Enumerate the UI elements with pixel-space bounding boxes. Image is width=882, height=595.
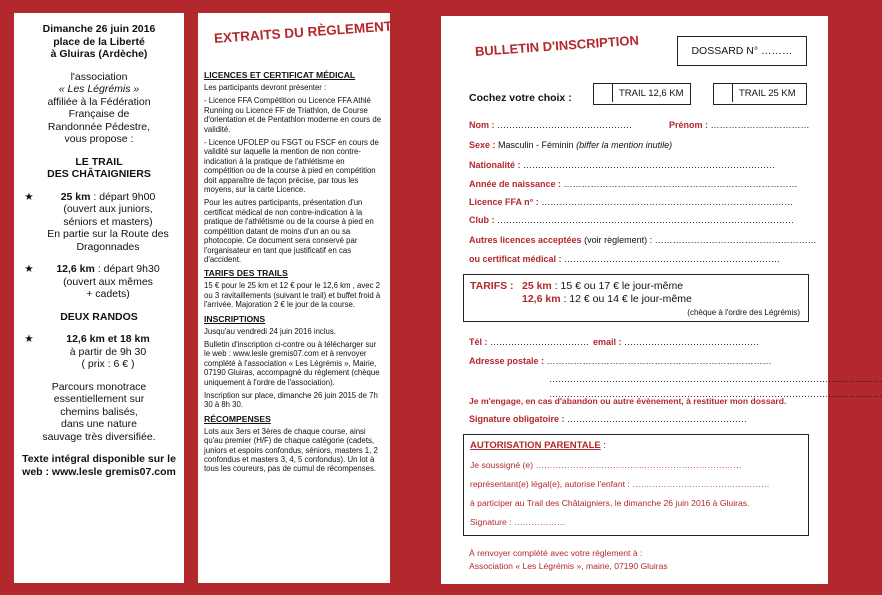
engagement-text: Je m'engage, en cas d'abandon ou autre évènement, à restituer mon dossard. [469,396,787,406]
parcours-line: chemins balisés, [60,405,138,418]
rando-line: à partir de 9h 30 [69,345,147,358]
trail-25-block [20,191,178,254]
section-para: 15 € pour le 25 km et 12 € pour le 12,6 km , avec 2 ou 3 ravitaillements (suivant le trail) et buffet froid à l'arrivée. Majoration 2 € le jour de la course. [204,281,381,310]
parcours-line: Parcours monotrace [51,380,147,393]
trail-12-line: + cadets) [86,288,130,300]
section-licences [204,70,384,264]
rando-line: ( prix : 6 € ) [81,358,135,370]
footer-renvoi: À renvoyer complété avec votre règlement à : [469,548,643,558]
autres-licences-field[interactable]: Autres licences acceptées (voir règlement) : ……………………………………………… [469,235,817,245]
trail-25-line: séniors et masters) [63,215,153,228]
sexe-field[interactable]: Sexe : Masculin - Féminin (biffer la mention inutile) [469,140,673,150]
section-heading: LICENCES ET CERTIFICAT MÉDICAL [204,70,356,80]
trail-title: LE TRAIL [75,155,123,168]
autorisation-box [463,434,809,536]
autorisation-line[interactable]: Je soussigné (e) ……………………………………………………………… [470,460,742,470]
middle-panel [198,13,393,583]
tarifs-label: TARIFS : [470,280,514,292]
adresse-line[interactable]: ………………………………………………………………………………………………… [549,374,882,384]
autorisation-title: AUTORISATION PARENTALE : [470,440,606,451]
event-place: place de la Liberté [53,35,145,48]
intro-line: Française de [68,108,130,120]
option-25-checkbox[interactable] [714,84,733,102]
trail-25-line: Dragonnades [76,240,140,253]
right-panel [441,16,882,584]
option-25-label: TRAIL 25 KM [739,88,796,99]
parcours-line: sauvage très diversifiée. [42,430,156,443]
tel-field[interactable]: Tél : …………………………… [469,337,590,347]
parcours-line: dans une nature [61,418,137,430]
section-para: Jusqu'au vendredi 24 juin 2016 inclus. [204,326,336,336]
trail-25-line: (ouvert aux juniors, [63,203,153,215]
section-para: Lots aux 3ers et 3ères de chaque course, ainsi qu'au premier (H/F) de chaque catégorie (cadets, juniors et espoirs confondus, séniors, masters 1, 2 confondus et masters 3, 4, 5 confondus). Un lot à tous les coureurs, pas de cumul de récompenses. [204,426,378,474]
certificat-field[interactable]: ou certificat médical : ……………………………………………………………… [469,254,781,264]
email-field[interactable]: email : ……………………………………… [593,337,760,347]
adresse-line[interactable]: ………………………………………………………………………………………………… [549,389,882,399]
section-para: - Licence FFA Compétition ou Licence FFA Athlé Running ou Licence FF de Triathlon, de Course d'orientation et de Pentathlon moderne en cours de validité. [204,96,382,134]
naissance-field[interactable]: Année de naissance : …………………………………………………………………… [469,179,798,189]
intro-line: vous propose : [64,133,134,145]
intro-line: « Les Légrémis » [58,83,140,95]
star-icon: ★ [24,263,34,275]
section-recompenses [204,414,384,474]
option-12-box[interactable] [593,83,691,105]
dossard-box: DOSSARD N° ……… [677,36,807,66]
prenom-field[interactable]: Prénom : …………………………… [669,120,810,130]
reglement-sections [204,70,384,474]
adresse-field[interactable]: Adresse postale : ………………………………………………………………… [469,356,772,366]
trail-25-distance: 25 km [60,190,91,203]
autorisation-line: à participer au Trail des Châtaigniers, le dimanche 26 juin 2016 à Gluiras. [470,498,750,508]
trail-12-line: (ouvert aux mêmes [63,275,153,288]
trail-25-start: : départ 9h00 [90,190,156,203]
intro-line: l'association [70,70,128,83]
trail-12-start: : départ 9h30 [94,263,160,275]
section-tarifs [204,268,384,309]
footer-adresse: Association « Les Légrémis », mairie, 07190 Gluiras [469,561,668,571]
section-para: Pour les autres participants, présentation d'un certificat médical de non contre-indication à la pratique de l'athlétisme ou de la course à pied en compétition datant de moins d'un an ou sa photocopie. Ce document sera conservé par l'organisateur en tant que justificatif en cas d'accident. [204,198,374,264]
star-icon: ★ [24,333,34,345]
bulletin-title: BULLETIN D'INSCRIPTION [474,32,640,59]
section-inscriptions [204,314,384,410]
section-heading: TARIFS DES TRAILS [204,268,288,279]
section-heading: INSCRIPTIONS [204,313,266,324]
rando-block [20,333,178,371]
section-heading: RÉCOMPENSES [204,413,271,424]
reglement-title: EXTRAITS DU RÈGLEMENT [213,18,393,46]
choice-label: Cochez votre choix : [469,92,572,104]
trail-12-block [20,263,178,301]
intro-line: Randonnée Pédestre, [47,120,151,133]
tarifs-note: (chèque à l'ordre des Légrémis) [687,308,800,317]
tarif-25: 25 km : 15 € ou 17 € le jour-même [522,280,684,292]
footer-web: Texte intégral disponible sur le [22,453,176,465]
tarif-12: 12,6 km : 12 € ou 14 € le jour-même [522,293,692,305]
parcours-line: essentiellement sur [53,393,145,405]
trail-12-distance: 12,6 km [56,263,95,275]
signature-field[interactable]: Signature obligatoire : …………………………………………………… [469,414,748,424]
section-para: Les participants devront présenter : [204,83,327,92]
trail-title: DES CHÂTAIGNIERS [47,168,151,180]
autorisation-signature[interactable]: Signature : ……………… [470,517,566,527]
intro-line: affiliée à la Fédération [47,95,151,108]
option-12-label: TRAIL 12,6 KM [619,88,684,99]
section-para: Bulletin d'inscription ci-contre ou à télécharger sur le web : www.lesle gremis07.com et à renvoyer complété à l'association « Les Légrémis », Mairie, 07190 Gluiras, accompagné du règlement (chèque uniquement à l'ordre de l'association). [204,339,380,387]
rando-title: DEUX RANDOS [60,310,138,323]
event-town: à Gluiras (Ardèche) [50,48,148,60]
nom-field[interactable]: Nom : ……………………………………… [469,120,633,130]
licence-field[interactable]: Licence FFA n° : ………………………………………………………………………… [469,197,794,207]
footer-web: web : www.lesle gremis07.com [22,465,176,478]
trail-25-line: En partie sur la Route des [47,228,169,240]
tarifs-box [463,274,809,322]
section-para: - Licence UFOLEP ou FSGT ou FSCF en cours de validité sur laquelle la mention de non contre-indication à la pratique de l'athlétisme en compétition ou de la course à pied en compétition doit apparaître de façon précise, par tous les moyens, sur la carte Licence. [204,138,379,195]
autorisation-line[interactable]: représentant(e) légal(e), autorise l'enfant : ………………………………………… [470,479,770,489]
rando-distances: 12,6 km et 18 km [66,333,150,345]
club-field[interactable]: Club : ……………………………………………………………………………………… [469,215,795,225]
nationalite-field[interactable]: Nationalité : ………………………………………………………………………… [469,160,776,170]
section-para: Inscription sur place, dimanche 26 juin 2015 de 7h 30 à 8h 30. [204,390,378,410]
event-date: Dimanche 26 juin 2016 [42,23,156,35]
option-12-checkbox[interactable] [594,84,613,102]
star-icon: ★ [24,190,34,203]
left-panel [14,13,184,583]
option-25-box[interactable] [713,83,807,105]
